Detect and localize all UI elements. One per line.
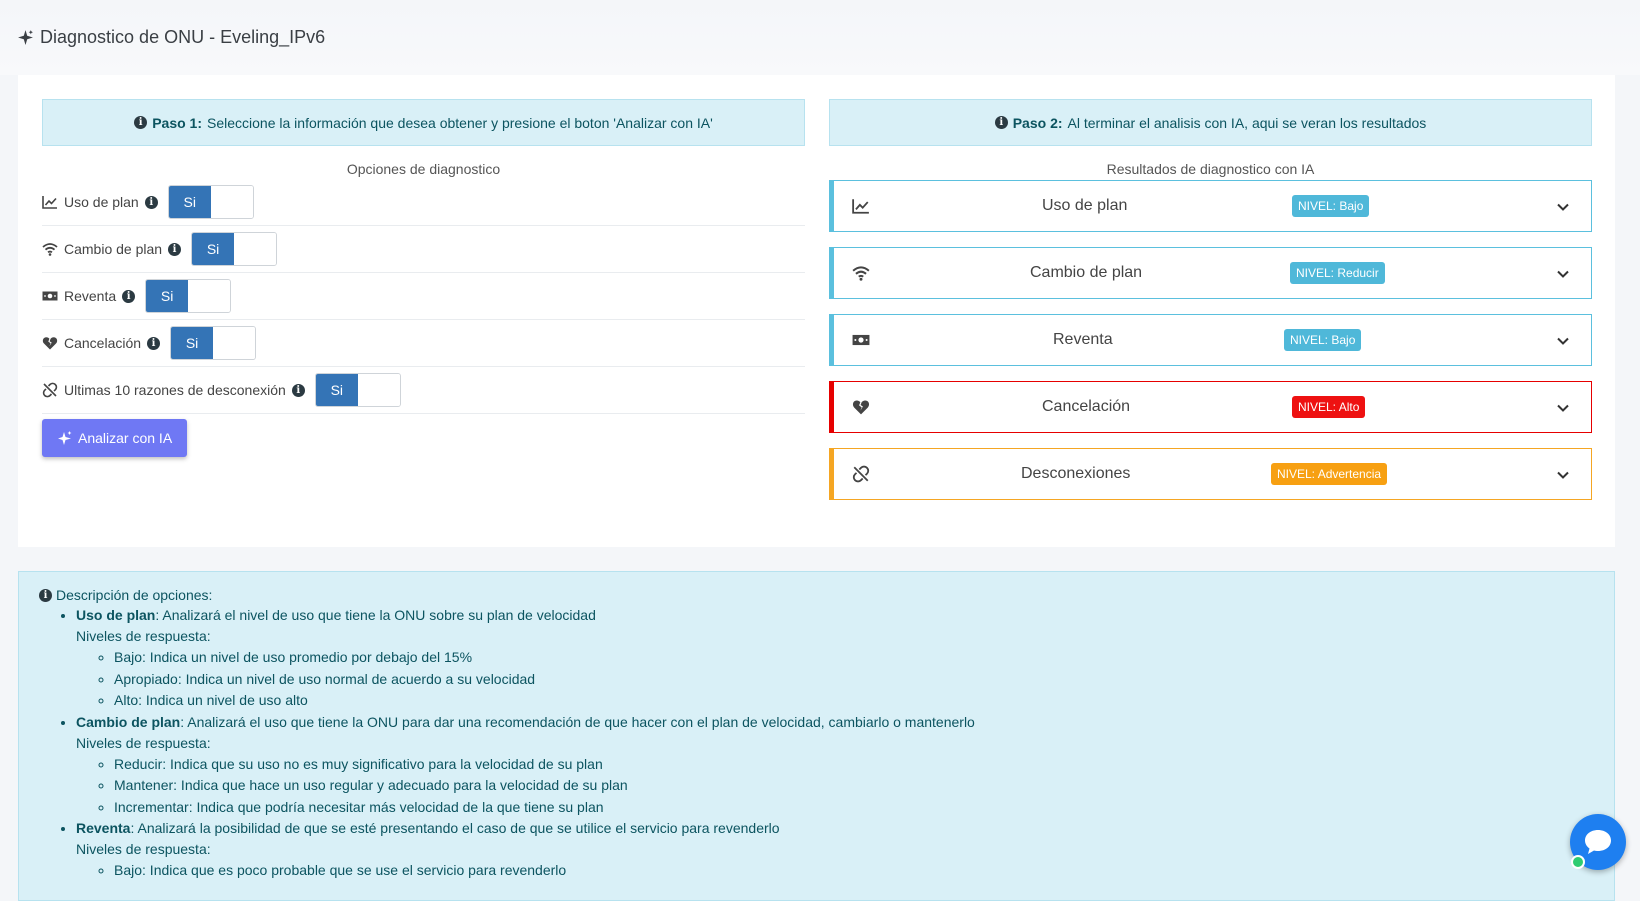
info-icon: i [122,290,135,303]
sparkles-icon [57,430,73,446]
levels-label: Niveles de respuesta: [76,841,211,857]
option-label: Reventa [64,288,117,304]
result-accordion[interactable] [829,247,1592,299]
options-list [42,179,805,414]
diagnostic-card [18,75,1615,547]
description-item [76,712,1594,819]
options-title: Opciones de diagnostico [346,161,501,177]
info-icon: i [292,384,305,397]
chart-line-icon [852,197,870,215]
toggle-off-part [211,186,253,218]
step2-text: Al terminar el analisis con IA, aqui se veran los resultados [1067,114,1427,131]
result-title: Cambio de plan [1030,264,1143,281]
toggle-on-label: Si [316,374,358,406]
level-item: ◦ Mantener: Indica que hace un uso regular y adecuado para la velocidad de su plan [114,775,1594,797]
toggle-on-label: Si [146,280,188,312]
option-row [42,226,805,273]
chevron-down-icon[interactable] [1555,467,1571,483]
info-icon: i [168,243,181,256]
level-badge: NIVEL: Bajo [1284,329,1361,351]
chat-bubble-icon [1583,828,1613,856]
online-status-dot [1571,855,1585,869]
result-title: Reventa [1053,331,1113,348]
description-item-text: : Analizará el nivel de uso que tiene la ONU sobre su plan de velocidad [155,607,596,623]
info-icon: i [39,589,52,602]
results-column [829,99,1592,515]
option-row [42,179,805,226]
description-item [76,605,1594,712]
options-column [42,99,805,457]
option-toggle[interactable] [170,326,256,360]
option-label: Cambio de plan [64,241,163,257]
toggle-off-part [234,233,276,265]
toggle-on-label: Si [169,186,211,218]
description-item-name: Uso de plan [76,607,156,623]
option-row [42,320,805,367]
result-accordion[interactable] [829,448,1592,500]
result-title: Uso de plan [1042,197,1128,214]
level-item: ◦ Alto: Indica un nivel de uso alto [114,690,1594,712]
level-item: ◦ Bajo: Indica que es poco probable que se use el servicio para revenderlo [114,860,1594,882]
chevron-down-icon[interactable] [1555,199,1571,215]
results-title: Resultados de diagnostico con IA [1106,161,1315,177]
level-item: ◦ Reducir: Indica que su uso no es muy significativo para la velocidad de su plan [114,754,1594,776]
info-icon: i [995,116,1008,129]
description-item-text: : Analizará la posibilidad de que se esté presentando el caso de que se utilice el servicio para revenderlo [130,820,780,836]
step1-alert [42,99,805,146]
option-label: Cancelación [64,335,142,351]
description-heading-text: Descripción de opciones: [56,587,213,603]
result-accordion[interactable] [829,314,1592,366]
page-title [17,27,325,48]
option-row [42,273,805,320]
chevron-down-icon[interactable] [1555,266,1571,282]
unlink-icon [852,465,870,483]
money-bill-icon [852,331,870,349]
results-list [829,180,1592,500]
option-toggle[interactable] [145,279,231,313]
step1-label: Paso 1: [152,114,203,131]
result-accordion[interactable] [829,381,1592,433]
page-title-text: Diagnostico de ONU - Eveling_IPv6 [40,27,326,47]
unlink-icon [42,382,58,398]
page-header [0,0,1640,75]
level-badge: NIVEL: Reducir [1290,262,1385,284]
toggle-off-part [188,280,230,312]
toggle-off-part [358,374,400,406]
analyze-button-label: Analizar con IA [78,430,173,446]
level-badge: NIVEL: Bajo [1292,195,1369,217]
chart-line-icon [42,194,58,210]
chevron-down-icon[interactable] [1555,400,1571,416]
toggle-on-label: Si [192,233,234,265]
step2-label: Paso 2: [1012,114,1063,131]
level-item: ◦ Incrementar: Indica que podría necesitar más velocidad de la que tiene su plan [114,797,1594,819]
info-icon: i [134,116,147,129]
step1-text: Seleccione la información que desea obtener y presione el boton 'Analizar con IA' [207,114,713,131]
option-label: Ultimas 10 razones de desconexión [64,382,286,398]
level-item: ◦ Bajo: Indica un nivel de uso promedio por debajo del 15% [114,647,1594,669]
result-title: Cancelación [1042,398,1131,415]
toggle-on-label: Si [171,327,213,359]
description-item-name: Reventa [76,820,131,836]
toggle-off-part [213,327,255,359]
money-bill-icon [42,288,58,304]
levels-list [76,860,1594,882]
levels-list [76,754,1594,819]
info-icon: i [147,337,160,350]
description-list [39,605,1594,882]
result-title: Desconexiones [1021,465,1131,482]
option-toggle[interactable] [191,232,277,266]
heart-broken-icon [42,335,58,351]
option-row [42,367,805,414]
level-badge: NIVEL: Advertencia [1271,463,1387,485]
wifi-icon [852,264,870,282]
result-accordion[interactable] [829,180,1592,232]
step2-alert [829,99,1592,146]
heart-broken-icon [852,398,870,416]
description-item-name: Cambio de plan [76,713,181,730]
option-toggle[interactable] [168,185,254,219]
description-heading [39,585,1594,605]
levels-label: Niveles de respuesta: [76,734,211,751]
wifi-icon [42,241,58,257]
levels-label: Niveles de respuesta: [76,628,211,644]
chevron-down-icon[interactable] [1555,333,1571,349]
sparkles-icon [17,29,34,46]
level-item: ◦ Apropiado: Indica un nivel de uso normal de acuerdo a su velocidad [114,669,1594,691]
analyze-button[interactable] [42,419,187,457]
description-item [76,818,1594,882]
description-item-text: : Analizará el uso que tiene la ONU para dar una recomendación de que hacer con el plan de velocidad, cambiarlo o mantenerlo [180,713,975,730]
description-box [18,571,1615,901]
levels-list [76,647,1594,712]
info-icon: i [145,196,158,209]
option-label: Uso de plan [64,194,139,210]
option-toggle[interactable] [315,373,401,407]
level-badge: NIVEL: Alto [1292,396,1365,418]
